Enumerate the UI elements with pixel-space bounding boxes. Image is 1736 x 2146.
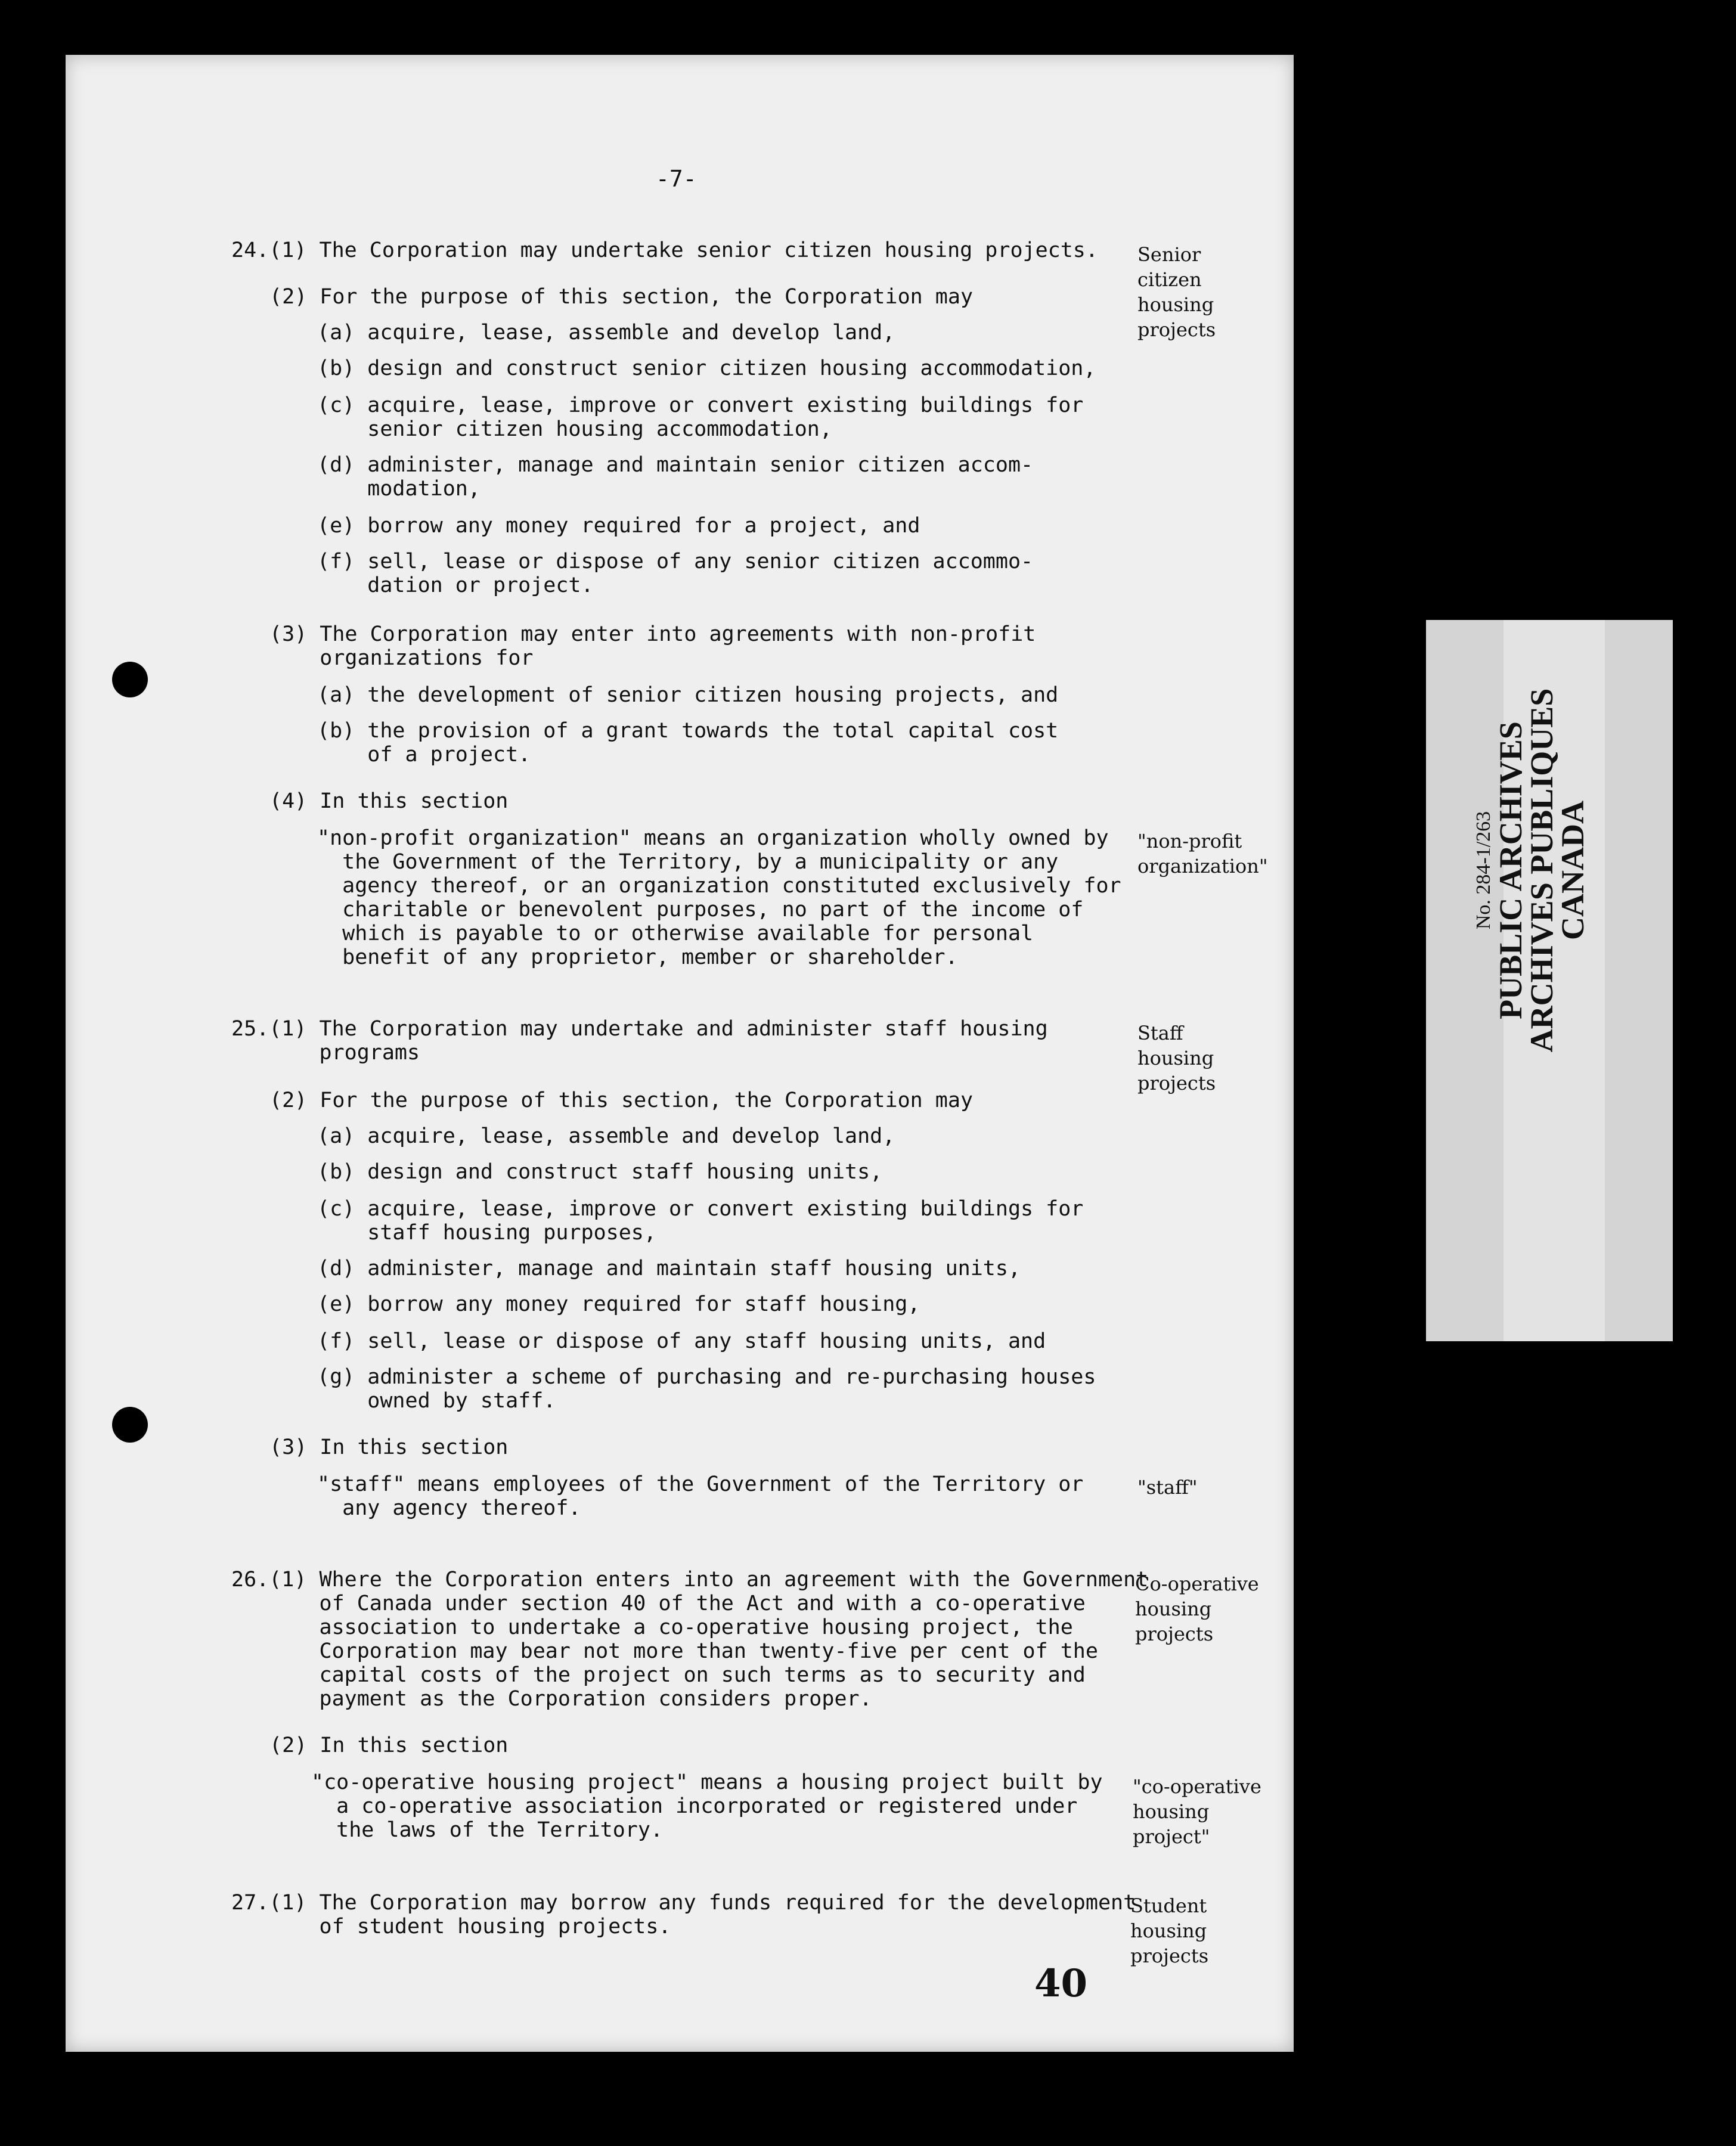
stamp-number: No. 284-1/263 (1472, 811, 1495, 930)
punch-hole-top (112, 662, 148, 697)
body-line: of a project. (317, 743, 531, 767)
body-line: owned by staff. (317, 1389, 556, 1413)
margin-note: "non-profit organization" (1137, 830, 1268, 877)
body-line: 27.(1) The Corporation may borrow any funds required for the development (231, 1891, 1136, 1915)
body-line: payment as the Corporation considers proper. (231, 1687, 872, 1711)
body-line: which is payable to or otherwise available for personal (317, 922, 1034, 945)
folio-number: 40 (1034, 1961, 1088, 2006)
body-line: (g) administer a scheme of purchasing and re-purchasing houses (317, 1365, 1096, 1389)
margin-note: Staff housing projects (1137, 1022, 1216, 1094)
stamp-line-1: PUBLIC ARCHIVES (1493, 721, 1529, 1019)
body-line: (2) For the purpose of this section, the Corporation may (269, 1088, 974, 1112)
body-line: agency thereof, or an organization constituted exclusively for (317, 874, 1121, 898)
body-line: (a) acquire, lease, assemble and develop land, (317, 1124, 895, 1148)
body-line: (b) design and construct senior citizen housing accommodation, (317, 356, 1096, 380)
body-line: of student housing projects. (231, 1915, 671, 1939)
margin-note: Student housing projects (1130, 1894, 1209, 1967)
body-line: (4) In this section (269, 789, 509, 813)
body-line: (2) For the purpose of this section, the Corporation may (269, 285, 974, 309)
body-line: "non-profit organization" means an organization wholly owned by (317, 826, 1109, 850)
body-line: capital costs of the project on such terms as to security and (231, 1663, 1086, 1687)
body-line: any agency thereof. (317, 1496, 581, 1520)
margin-note: "staff" (1137, 1476, 1198, 1499)
body-line: "co-operative housing project" means a housing project built by (311, 1770, 1103, 1794)
body-line: "staff" means employees of the Government of the Territory or (317, 1472, 1084, 1496)
body-line: (e) borrow any money required for a project, and (317, 514, 920, 538)
body-line: (d) administer, manage and maintain staff housing units, (317, 1257, 1021, 1280)
body-line: (f) sell, lease or dispose of any senior citizen accommo- (317, 550, 1034, 573)
body-line: (e) borrow any money required for staff housing, (317, 1292, 920, 1316)
body-line: (c) acquire, lease, improve or convert existing buildings for (317, 393, 1084, 417)
body-line: dation or project. (317, 573, 594, 597)
body-line: (b) design and construct staff housing units, (317, 1160, 883, 1184)
body-line: a co-operative association incorporated or registered under (311, 1794, 1078, 1818)
body-line: (b) the provision of a grant towards the total capital cost (317, 719, 1059, 743)
body-line: (a) the development of senior citizen housing projects, and (317, 683, 1059, 707)
body-line: association to undertake a co-operative housing project, the (231, 1615, 1073, 1639)
margin-note: Senior citizen housing projects (1137, 243, 1216, 341)
stamp-line-3: CANADA (1555, 801, 1591, 940)
body-line: 24.(1) The Corporation may undertake senior citizen housing projects. (231, 238, 1098, 262)
body-line: 26.(1) Where the Corporation enters into an agreement with the Government (231, 1568, 1149, 1592)
body-line: (3) The Corporation may enter into agreements with non-profit (269, 622, 1036, 646)
body-line: senior citizen housing accommodation, (317, 417, 832, 441)
body-line: benefit of any proprietor, member or shareholder. (317, 945, 958, 969)
body-line: (d) administer, manage and maintain senior citizen accom- (317, 453, 1034, 477)
body-line: (f) sell, lease or dispose of any staff housing units, and (317, 1329, 1046, 1353)
stamp-line-2: ARCHIVES PUBLIQUES (1524, 688, 1560, 1053)
body-line: (a) acquire, lease, assemble and develop land, (317, 321, 895, 345)
body-line: the Government of the Territory, by a municipality or any (317, 850, 1059, 874)
body-line: (3) In this section (269, 1435, 509, 1459)
body-line: Corporation may bear not more than twenty-five per cent of the (231, 1639, 1098, 1663)
body-line: of Canada under section 40 of the Act and with a co-operative (231, 1592, 1086, 1615)
page-number: -7- (656, 166, 697, 192)
body-line: charitable or benevolent purposes, no part of the income of (317, 898, 1084, 922)
margin-note: Co-operative housing projects (1135, 1573, 1259, 1645)
margin-note: "co-operative housing project" (1133, 1775, 1261, 1848)
body-line: (2) In this section (269, 1733, 509, 1757)
archive-stamp-text (1472, 572, 1604, 1168)
punch-hole-bottom (112, 1407, 148, 1443)
body-line: (c) acquire, lease, improve or convert existing buildings for (317, 1197, 1084, 1221)
body-line: the laws of the Territory. (311, 1818, 664, 1842)
body-line: 25.(1) The Corporation may undertake and administer staff housing (231, 1017, 1048, 1041)
body-line: staff housing purposes, (317, 1221, 656, 1245)
body-line: modation, (317, 477, 480, 501)
body-line: programs (231, 1041, 420, 1065)
body-line: organizations for (269, 646, 534, 670)
